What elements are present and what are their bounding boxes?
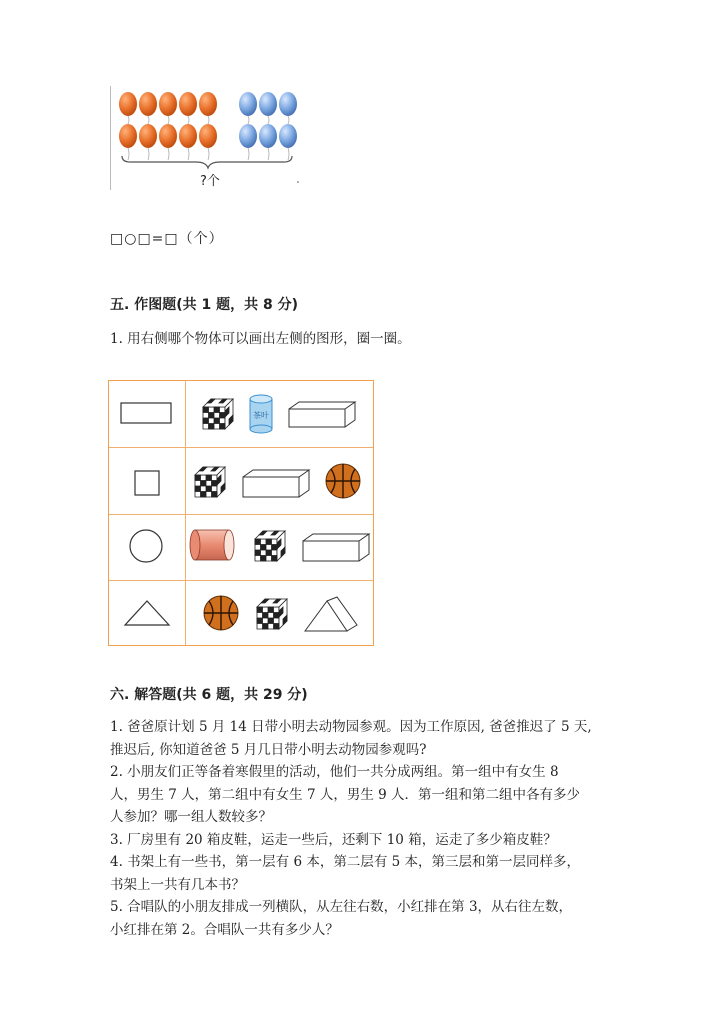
question-line: 4. 书架上有一些书，第一层有 6 本，第二层有 5 本，第三层和第一层同样多，	[110, 854, 581, 870]
cuboid-icon	[287, 401, 359, 431]
rectangle-icon	[119, 401, 175, 427]
brace	[122, 156, 292, 168]
checkered-cube-icon	[255, 597, 291, 633]
triangle-icon	[121, 597, 173, 629]
checkered-cube-icon	[201, 397, 237, 433]
cylinder-icon	[189, 527, 239, 563]
question-line: 2. 小朋友们正等备着寒假里的活动，他们一共分成两组。第一组中有女生 8	[110, 764, 559, 780]
blue-balloons	[239, 92, 297, 160]
grid-divider	[109, 514, 373, 515]
figure-caption: ?个	[200, 174, 220, 189]
question-line: 5. 合唱队的小朋友排成一列横队，从左往右数，小红排在第 3，从右往左数，	[110, 899, 573, 915]
question-line: 1. 爸爸原计划 5 月 14 日带小明去动物园参观。因为工作原因, 爸爸推迟了 5 天,	[110, 719, 592, 735]
section5-question: 1. 用右侧哪个物体可以画出左侧的图形，圈一圈。	[110, 331, 411, 347]
basketball-icon	[323, 461, 363, 501]
section6-questions	[110, 716, 610, 941]
question-line: 推迟后, 你知道爸爸 5 月几日带小明去动物园参观吗?	[110, 741, 427, 758]
grid-divider	[109, 580, 373, 581]
shape-grid	[108, 380, 374, 646]
tea-label: 茶叶	[253, 411, 269, 420]
checkered-cube-icon	[253, 529, 289, 565]
answer-formula: □○□=□（个）	[110, 231, 224, 247]
balloon-figure	[108, 86, 304, 190]
section5-title: 五. 作图题(共 1 题，共 8 分)	[110, 297, 298, 313]
square-icon	[133, 469, 161, 497]
question-line: 3. 厂房里有 20 箱皮鞋，运走一些后，还剩下 10 箱，运走了多少箱皮鞋？	[110, 831, 557, 848]
section6-title: 六. 解答题(共 6 题，共 29 分)	[110, 687, 308, 703]
grid-divider-vertical	[185, 381, 186, 645]
question-line: 人参加？哪一组人数较多？	[110, 809, 272, 825]
question-line: 人，男生 7 人，第二组中有女生 7 人，男生 9 人．第一组和第二组中各有多少	[110, 786, 581, 803]
basketball-icon	[201, 593, 241, 633]
triangular-prism-icon	[301, 595, 361, 635]
circle-icon	[127, 527, 165, 565]
grid-divider	[109, 447, 373, 448]
checkered-cube-icon	[193, 465, 229, 501]
question-line: 书架上一共有几本书？	[110, 876, 245, 893]
cuboid-icon	[241, 469, 313, 499]
orange-balloons	[119, 92, 217, 160]
question-line: 小红排在第 2。合唱队一共有多少人？	[110, 921, 339, 938]
cuboid-icon	[301, 533, 373, 565]
tea-cylinder-icon	[247, 393, 277, 435]
